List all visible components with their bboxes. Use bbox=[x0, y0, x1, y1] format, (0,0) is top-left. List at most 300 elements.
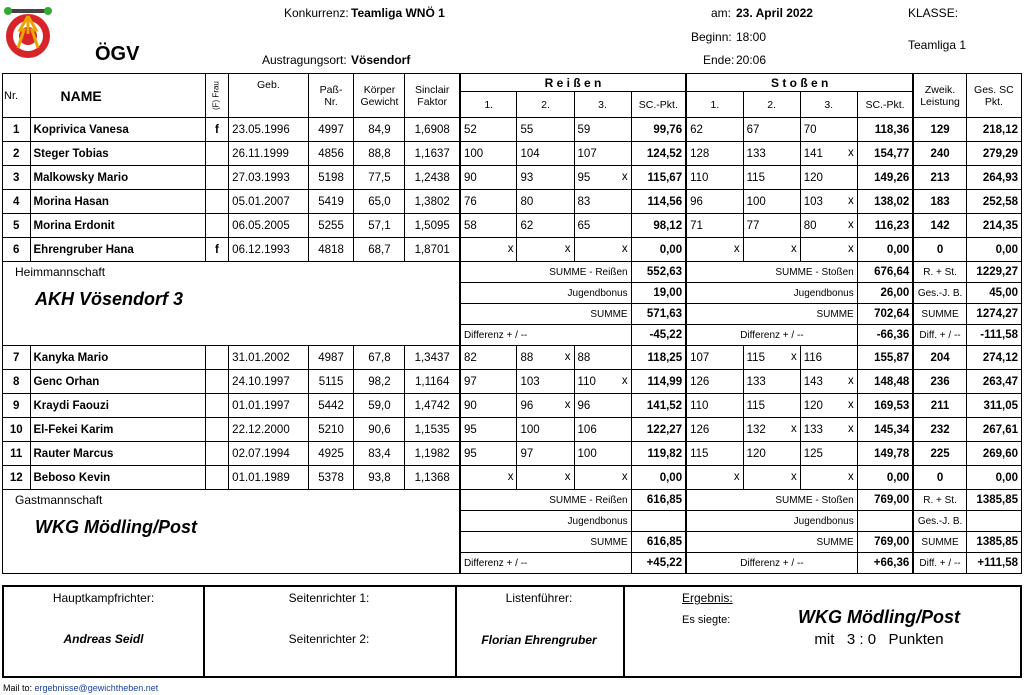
athlete-female bbox=[205, 190, 228, 214]
athlete-female bbox=[205, 370, 228, 394]
athlete-birthdate: 22.12.2000 bbox=[229, 418, 308, 442]
attempt-value: 100 bbox=[746, 195, 766, 208]
reissen-summary-label: SUMME - Reißen bbox=[460, 490, 631, 511]
reissen-summary-value: 616,85 bbox=[631, 490, 686, 511]
athlete-sinclair: 1,1982 bbox=[405, 442, 460, 466]
reissen-summary-value: 19,00 bbox=[631, 283, 686, 304]
stossen-summary-value bbox=[857, 511, 913, 532]
reissen-summary-value: -45,22 bbox=[631, 325, 686, 346]
failed-attempt-mark: x bbox=[847, 399, 854, 411]
attempt-cell bbox=[517, 442, 574, 466]
attempt-cell bbox=[686, 418, 743, 442]
reissen-sc: 119,82 bbox=[631, 442, 686, 466]
overall-summary-value bbox=[966, 511, 1021, 532]
attempt-value: 110 bbox=[690, 171, 709, 184]
attempt-cell bbox=[800, 418, 857, 442]
athlete-row bbox=[3, 418, 1022, 442]
failed-attempt-mark: x bbox=[847, 147, 854, 159]
col-s3: 3. bbox=[800, 92, 857, 118]
athlete-nr: 4 bbox=[3, 190, 31, 214]
gesamt-sc: 252,58 bbox=[966, 190, 1021, 214]
attempt-cell bbox=[800, 166, 857, 190]
attempt-value: 110 bbox=[577, 375, 596, 388]
sieger-name: WKG Mödling/Post bbox=[798, 607, 960, 627]
athlete-female: f bbox=[205, 118, 228, 142]
col-r3: 3. bbox=[574, 92, 631, 118]
col-s2: 2. bbox=[743, 92, 800, 118]
athlete-row bbox=[3, 142, 1022, 166]
stossen-sc: 169,53 bbox=[857, 394, 913, 418]
zweikampf-total: 204 bbox=[913, 346, 966, 370]
athlete-birthdate: 05.01.2007 bbox=[229, 190, 308, 214]
attempt-cell bbox=[574, 394, 631, 418]
attempt-cell bbox=[800, 346, 857, 370]
athlete-nr: 1 bbox=[3, 118, 31, 142]
attempt-value: 58 bbox=[463, 219, 477, 232]
attempt-cell bbox=[800, 238, 857, 262]
reissen-summary-label: Jugendbonus bbox=[460, 511, 631, 532]
athlete-nr: 9 bbox=[3, 394, 31, 418]
failed-attempt-mark: x bbox=[847, 423, 854, 435]
zweikampf-total: 0 bbox=[913, 238, 966, 262]
failed-attempt-mark: x bbox=[733, 243, 740, 255]
overall-summary-label: SUMME bbox=[913, 304, 966, 325]
col-s1: 1. bbox=[686, 92, 743, 118]
attempt-cell bbox=[460, 118, 517, 142]
attempt-value: 132 bbox=[746, 423, 766, 436]
attempt-cell bbox=[517, 238, 574, 262]
athlete-nr: 6 bbox=[3, 238, 31, 262]
athlete-pass: 5210 bbox=[308, 418, 354, 442]
attempt-value: 93 bbox=[520, 171, 534, 184]
athlete-weight: 90,6 bbox=[354, 418, 405, 442]
athlete-female bbox=[205, 418, 228, 442]
reissen-sc: 114,99 bbox=[631, 370, 686, 394]
athlete-pass: 5442 bbox=[308, 394, 354, 418]
attempt-value: 62 bbox=[690, 123, 703, 136]
attempt-cell bbox=[517, 214, 574, 238]
stossen-sc: 0,00 bbox=[857, 238, 913, 262]
reissen-summary-value: +45,22 bbox=[631, 553, 686, 574]
athlete-nr: 7 bbox=[3, 346, 31, 370]
attempt-cell bbox=[574, 466, 631, 490]
attempt-cell bbox=[574, 118, 631, 142]
athlete-nr: 3 bbox=[3, 166, 31, 190]
reissen-summary-value bbox=[631, 511, 686, 532]
failed-attempt-mark: x bbox=[507, 471, 514, 483]
attempt-value: 110 bbox=[690, 399, 709, 412]
attempt-value: 115 bbox=[746, 399, 765, 412]
attempt-value: 116 bbox=[803, 351, 823, 364]
attempt-cell bbox=[686, 238, 743, 262]
athlete-sinclair: 1,2438 bbox=[405, 166, 460, 190]
athlete-birthdate: 24.10.1997 bbox=[229, 370, 308, 394]
stossen-summary-label: Differenz + / -- bbox=[686, 325, 857, 346]
athlete-weight: 65,0 bbox=[354, 190, 405, 214]
athlete-weight: 88,8 bbox=[354, 142, 405, 166]
athlete-weight: 77,5 bbox=[354, 166, 405, 190]
reissen-summary-label: Differenz + / -- bbox=[460, 553, 631, 574]
athlete-row bbox=[3, 118, 1022, 142]
reissen-sc: 122,27 bbox=[631, 418, 686, 442]
athlete-pass: 4997 bbox=[308, 118, 354, 142]
attempt-cell bbox=[686, 442, 743, 466]
athlete-nr: 2 bbox=[3, 142, 31, 166]
failed-attempt-mark: x bbox=[847, 471, 854, 483]
team-name: WKG Mödling/Post bbox=[35, 517, 197, 537]
athlete-pass: 5378 bbox=[308, 466, 354, 490]
hkr-name: Andreas Seidl bbox=[63, 632, 144, 646]
col-ssc: SC.-Pkt. bbox=[857, 92, 913, 118]
athlete-row bbox=[3, 346, 1022, 370]
failed-attempt-mark: x bbox=[847, 375, 854, 387]
team2-rows bbox=[3, 346, 1022, 490]
attempt-cell bbox=[686, 370, 743, 394]
attempt-cell bbox=[460, 214, 517, 238]
attempt-value: 106 bbox=[577, 423, 597, 436]
col-reissen: R e i ß e n bbox=[460, 74, 686, 92]
stossen-summary-value: 769,00 bbox=[857, 532, 913, 553]
col-gesamt: Ges. SC Pkt. bbox=[966, 74, 1021, 118]
attempt-cell bbox=[743, 466, 800, 490]
stossen-sc: 149,26 bbox=[857, 166, 913, 190]
mail-line bbox=[3, 683, 158, 693]
failed-attempt-mark: x bbox=[790, 423, 797, 435]
overall-summary-label: R. + St. bbox=[913, 490, 966, 511]
overall-summary-label: Ges.-J. B. bbox=[913, 511, 966, 532]
stossen-sc: 148,48 bbox=[857, 370, 913, 394]
attempt-value: 96 bbox=[690, 195, 703, 208]
gesamt-sc: 274,12 bbox=[966, 346, 1021, 370]
col-stossen: S t o ß e n bbox=[686, 74, 913, 92]
stossen-sc: 145,34 bbox=[857, 418, 913, 442]
athlete-nr: 11 bbox=[3, 442, 31, 466]
attempt-value: 83 bbox=[577, 195, 591, 208]
attempt-value: 103 bbox=[520, 375, 540, 388]
gesamt-sc: 264,93 bbox=[966, 166, 1021, 190]
team-block bbox=[3, 262, 460, 346]
attempt-cell bbox=[460, 238, 517, 262]
athlete-name: Kanyka Mario bbox=[30, 346, 205, 370]
attempt-value: 126 bbox=[690, 375, 710, 388]
attempt-cell bbox=[517, 346, 574, 370]
col-zweikampf: Zweik. Leistung bbox=[913, 74, 966, 118]
mail-label: Mail to: bbox=[3, 683, 33, 693]
athlete-weight: 98,2 bbox=[354, 370, 405, 394]
athlete-pass: 4925 bbox=[308, 442, 354, 466]
stossen-summary-label: Jugendbonus bbox=[686, 283, 857, 304]
athlete-name: Genc Orhan bbox=[30, 370, 205, 394]
col-r2: 2. bbox=[517, 92, 574, 118]
attempt-cell bbox=[743, 346, 800, 370]
attempt-cell bbox=[800, 214, 857, 238]
reissen-summary-value: 552,63 bbox=[631, 262, 686, 283]
gesamt-sc: 0,00 bbox=[966, 238, 1021, 262]
attempt-cell bbox=[743, 442, 800, 466]
stossen-summary-label: SUMME bbox=[686, 532, 857, 553]
failed-attempt-mark: x bbox=[790, 243, 797, 255]
reissen-summary-value: 571,63 bbox=[631, 304, 686, 325]
athlete-female: f bbox=[205, 238, 228, 262]
zweikampf-total: 213 bbox=[913, 166, 966, 190]
summary-row bbox=[3, 490, 1022, 511]
failed-attempt-mark: x bbox=[733, 471, 740, 483]
attempt-cell bbox=[460, 142, 517, 166]
stossen-sc: 155,87 bbox=[857, 346, 913, 370]
col-r1: 1. bbox=[460, 92, 517, 118]
attempt-cell bbox=[800, 442, 857, 466]
reissen-sc: 115,67 bbox=[631, 166, 686, 190]
reissen-sc: 0,00 bbox=[631, 238, 686, 262]
attempt-cell bbox=[686, 214, 743, 238]
attempt-cell bbox=[686, 394, 743, 418]
attempt-cell bbox=[686, 118, 743, 142]
team-block bbox=[3, 490, 460, 574]
attempt-value: 70 bbox=[803, 123, 817, 136]
attempt-cell bbox=[800, 190, 857, 214]
failed-attempt-mark: x bbox=[790, 351, 797, 363]
attempt-cell bbox=[743, 418, 800, 442]
athlete-female bbox=[205, 442, 228, 466]
attempt-value: 96 bbox=[577, 399, 591, 412]
konkurrenz-value: Teamliga WNÖ 1 bbox=[351, 6, 445, 20]
attempt-cell bbox=[517, 190, 574, 214]
athlete-sinclair: 1,5095 bbox=[405, 214, 460, 238]
athlete-birthdate: 01.01.1989 bbox=[229, 466, 308, 490]
attempt-value: 107 bbox=[690, 351, 710, 364]
attempt-cell bbox=[686, 190, 743, 214]
col-sinclair: Sinclair Faktor bbox=[405, 74, 460, 118]
attempt-value: 62 bbox=[520, 219, 534, 232]
athlete-female bbox=[205, 166, 228, 190]
overall-summary-value: 1385,85 bbox=[966, 532, 1021, 553]
footer-box bbox=[2, 585, 1022, 678]
overall-summary-value: 1229,27 bbox=[966, 262, 1021, 283]
attempt-cell bbox=[574, 370, 631, 394]
athlete-birthdate: 31.01.2002 bbox=[229, 346, 308, 370]
attempt-value: 52 bbox=[463, 123, 477, 136]
overall-summary-label: Diff. + / -- bbox=[913, 553, 966, 574]
athlete-nr: 5 bbox=[3, 214, 31, 238]
athlete-name: Morina Erdonit bbox=[30, 214, 205, 238]
athlete-pass: 4818 bbox=[308, 238, 354, 262]
attempt-value: 141 bbox=[803, 147, 823, 160]
athlete-weight: 84,9 bbox=[354, 118, 405, 142]
athlete-sinclair: 1,1164 bbox=[405, 370, 460, 394]
attempt-value: 107 bbox=[577, 147, 597, 160]
date-label: am: bbox=[711, 6, 732, 20]
ende-value: 20:06 bbox=[736, 53, 767, 67]
zweikampf-total: 0 bbox=[913, 466, 966, 490]
attempt-cell bbox=[686, 466, 743, 490]
gesamt-sc: 263,47 bbox=[966, 370, 1021, 394]
athlete-name: Rauter Marcus bbox=[30, 442, 205, 466]
col-nr: Nr. bbox=[3, 74, 31, 118]
stossen-sc: 0,00 bbox=[857, 466, 913, 490]
gesamt-sc: 311,05 bbox=[966, 394, 1021, 418]
attempt-value: 82 bbox=[463, 351, 477, 364]
athlete-name: Morina Hasan bbox=[30, 190, 205, 214]
col-pass: Paß- Nr. bbox=[308, 74, 354, 118]
athlete-sinclair: 1,8701 bbox=[405, 238, 460, 262]
stossen-summary-label: Differenz + / -- bbox=[686, 553, 857, 574]
failed-attempt-mark: x bbox=[790, 471, 797, 483]
reissen-summary-label: SUMME bbox=[460, 304, 631, 325]
attempt-cell bbox=[460, 418, 517, 442]
failed-attempt-mark: x bbox=[621, 471, 628, 483]
athlete-birthdate: 06.05.2005 bbox=[229, 214, 308, 238]
attempt-value: 97 bbox=[520, 447, 534, 460]
reissen-summary-value: 616,85 bbox=[631, 532, 686, 553]
team-name: AKH Vösendorf 3 bbox=[35, 289, 184, 309]
stossen-summary-value: 26,00 bbox=[857, 283, 913, 304]
attempt-cell bbox=[800, 370, 857, 394]
overall-summary-label: R. + St. bbox=[913, 262, 966, 283]
attempt-cell bbox=[574, 214, 631, 238]
attempt-value: 126 bbox=[690, 423, 710, 436]
overall-summary-label: SUMME bbox=[913, 532, 966, 553]
col-rsc: SC.-Pkt. bbox=[631, 92, 686, 118]
zweikampf-total: 236 bbox=[913, 370, 966, 394]
attempt-value: 67 bbox=[746, 123, 760, 136]
athlete-weight: 57,1 bbox=[354, 214, 405, 238]
attempt-value: 95 bbox=[577, 171, 591, 184]
failed-attempt-mark: x bbox=[507, 243, 514, 255]
team2-summary bbox=[3, 490, 1022, 574]
attempt-value: 115 bbox=[746, 171, 765, 184]
athlete-sinclair: 1,3437 bbox=[405, 346, 460, 370]
attempt-value: 80 bbox=[520, 195, 534, 208]
attempt-cell bbox=[574, 346, 631, 370]
zweikampf-total: 232 bbox=[913, 418, 966, 442]
reissen-summary-label: SUMME - Reißen bbox=[460, 262, 631, 283]
failed-attempt-mark: x bbox=[621, 375, 628, 387]
attempt-value: 133 bbox=[803, 423, 823, 436]
athlete-row bbox=[3, 466, 1022, 490]
attempt-cell bbox=[574, 442, 631, 466]
failed-attempt-mark: x bbox=[564, 243, 571, 255]
athlete-birthdate: 01.01.1997 bbox=[229, 394, 308, 418]
attempt-value: 90 bbox=[463, 171, 477, 184]
athlete-pass: 5115 bbox=[308, 370, 354, 394]
stossen-summary-value: 769,00 bbox=[857, 490, 913, 511]
team1-rows bbox=[3, 118, 1022, 262]
attempt-cell bbox=[460, 370, 517, 394]
reissen-summary-label: SUMME bbox=[460, 532, 631, 553]
sr1-label: Seitenrichter 1: bbox=[288, 591, 370, 605]
athlete-nr: 10 bbox=[3, 418, 31, 442]
hkr-label: Hauptkampfrichter: bbox=[52, 591, 155, 605]
overall-summary-value: -111,58 bbox=[966, 325, 1021, 346]
final-score: mit 3 : 0 Punkten bbox=[814, 631, 944, 648]
ende-label: Ende: bbox=[703, 53, 735, 67]
reissen-sc: 118,25 bbox=[631, 346, 686, 370]
attempt-cell bbox=[743, 394, 800, 418]
athlete-row bbox=[3, 442, 1022, 466]
sieger-label: Es siegte: bbox=[682, 614, 731, 626]
stossen-summary-value: +66,36 bbox=[857, 553, 913, 574]
attempt-cell bbox=[574, 142, 631, 166]
ort-value: Vösendorf bbox=[351, 53, 411, 67]
attempt-value: 103 bbox=[803, 195, 823, 208]
reissen-summary-label: Jugendbonus bbox=[460, 283, 631, 304]
attempt-value: 104 bbox=[520, 147, 540, 160]
attempt-value: 76 bbox=[463, 195, 477, 208]
attempt-cell bbox=[743, 370, 800, 394]
mail-link[interactable]: ergebnisse@gewichtheben.net bbox=[34, 683, 159, 693]
attempt-cell bbox=[743, 166, 800, 190]
col-frau: (F) Frau bbox=[205, 74, 228, 118]
klasse-value: Teamliga 1 bbox=[908, 38, 967, 52]
athlete-row bbox=[3, 370, 1022, 394]
athlete-female bbox=[205, 394, 228, 418]
attempt-value: 90 bbox=[463, 399, 477, 412]
ergebnis-label: Ergebnis: bbox=[682, 591, 733, 605]
athlete-name: Ehrengruber Hana bbox=[30, 238, 205, 262]
attempt-cell bbox=[800, 466, 857, 490]
attempt-value: 88 bbox=[577, 351, 591, 364]
attempt-cell bbox=[800, 118, 857, 142]
date-value: 23. April 2022 bbox=[736, 6, 813, 20]
overall-summary-value: +111,58 bbox=[966, 553, 1021, 574]
klasse-label: KLASSE: bbox=[908, 6, 959, 20]
athlete-row bbox=[3, 238, 1022, 262]
athlete-nr: 12 bbox=[3, 466, 31, 490]
zweikampf-total: 183 bbox=[913, 190, 966, 214]
failed-attempt-mark: x bbox=[564, 471, 571, 483]
attempt-cell bbox=[574, 166, 631, 190]
failed-attempt-mark: x bbox=[847, 195, 854, 207]
stossen-sc: 138,02 bbox=[857, 190, 913, 214]
attempt-value: 55 bbox=[520, 123, 534, 136]
attempt-value: 65 bbox=[577, 219, 591, 232]
athlete-sinclair: 1,1535 bbox=[405, 418, 460, 442]
attempt-cell bbox=[517, 370, 574, 394]
athlete-birthdate: 26.11.1999 bbox=[229, 142, 308, 166]
attempt-cell bbox=[743, 118, 800, 142]
athlete-name: Kraydi Faouzi bbox=[30, 394, 205, 418]
athlete-weight: 67,8 bbox=[354, 346, 405, 370]
overall-summary-label: Diff. + / -- bbox=[913, 325, 966, 346]
athlete-birthdate: 06.12.1993 bbox=[229, 238, 308, 262]
gesamt-sc: 269,60 bbox=[966, 442, 1021, 466]
attempt-value: 125 bbox=[803, 447, 823, 460]
stossen-sc: 116,23 bbox=[857, 214, 913, 238]
athlete-female bbox=[205, 142, 228, 166]
gesamt-sc: 218,12 bbox=[966, 118, 1021, 142]
athlete-female bbox=[205, 466, 228, 490]
athlete-sinclair: 1,1637 bbox=[405, 142, 460, 166]
gesamt-sc: 267,61 bbox=[966, 418, 1021, 442]
reissen-sc: 114,56 bbox=[631, 190, 686, 214]
attempt-cell bbox=[800, 142, 857, 166]
zweikampf-total: 240 bbox=[913, 142, 966, 166]
attempt-value: 77 bbox=[746, 219, 760, 232]
athlete-pass: 5255 bbox=[308, 214, 354, 238]
attempt-value: 120 bbox=[746, 447, 766, 460]
attempt-cell bbox=[574, 190, 631, 214]
attempt-value: 71 bbox=[690, 219, 703, 232]
hkr-box bbox=[4, 587, 205, 676]
attempt-cell bbox=[800, 394, 857, 418]
failed-attempt-mark: x bbox=[847, 243, 854, 255]
zweikampf-total: 129 bbox=[913, 118, 966, 142]
athlete-birthdate: 23.05.1996 bbox=[229, 118, 308, 142]
attempt-cell bbox=[460, 166, 517, 190]
team-role-label: Gastmannschaft bbox=[15, 493, 103, 507]
athlete-weight: 93,8 bbox=[354, 466, 405, 490]
athlete-pass: 5419 bbox=[308, 190, 354, 214]
